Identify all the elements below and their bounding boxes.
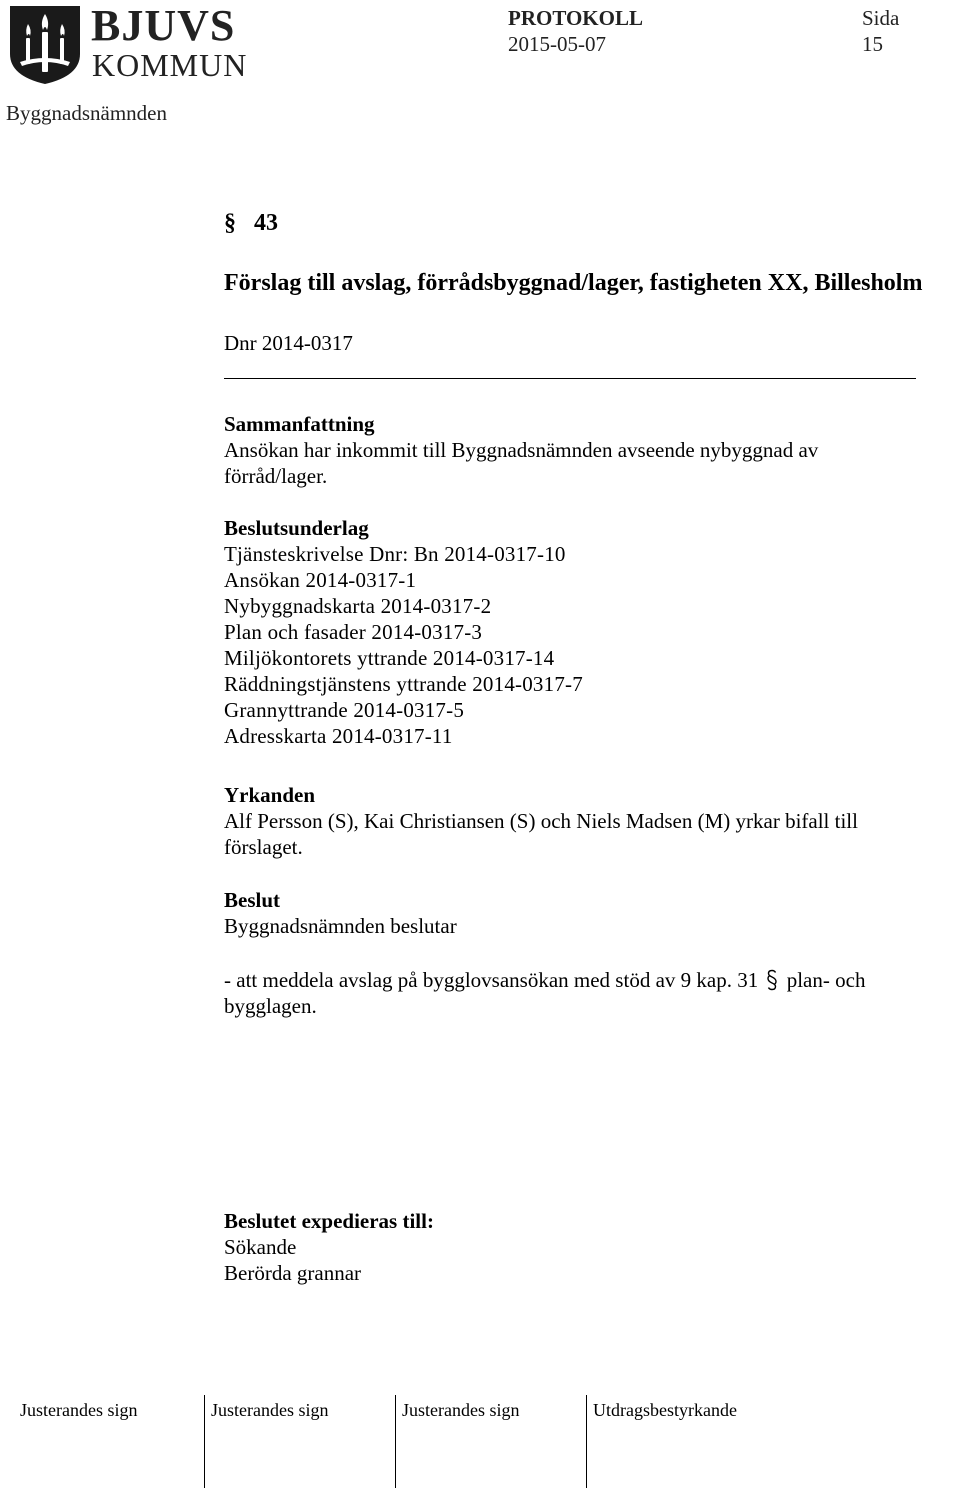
department-name: Byggnadsnämnden bbox=[6, 101, 167, 125]
section-symbol: § bbox=[224, 210, 236, 236]
decision-intro: Byggnadsnämnden beslutar bbox=[224, 914, 457, 938]
list-item: Räddningstjänstens yttrande 2014-0317-7 bbox=[224, 672, 583, 696]
footer-divider bbox=[204, 1395, 205, 1488]
distribution-section bbox=[224, 1208, 934, 1286]
distribution-recipient: Sökande bbox=[224, 1235, 297, 1259]
decision-heading: Beslut bbox=[224, 888, 281, 912]
footer-divider bbox=[586, 1395, 587, 1488]
signature-cell: Justerandes sign bbox=[20, 1400, 138, 1420]
list-item: Plan och fasader 2014-0317-3 bbox=[224, 620, 483, 644]
summary-text: Ansökan har inkommit till Byggnadsnämnden avseende nybyggnad av förråd/lager. bbox=[224, 438, 819, 488]
title-divider bbox=[224, 378, 916, 379]
paragraph-number-value: 43 bbox=[254, 210, 278, 236]
page-label: Sida bbox=[862, 6, 900, 30]
decision-text bbox=[224, 967, 929, 1019]
section-sign-icon bbox=[765, 969, 779, 991]
motions-text: Alf Persson (S), Kai Christiansen (S) och Niels Madsen (M) yrkar bifall till förslaget. bbox=[224, 809, 858, 859]
list-item: Miljökontorets yttrande 2014-0317-14 bbox=[224, 646, 555, 670]
motions-heading: Yrkanden bbox=[224, 783, 316, 807]
torch-emblem-icon bbox=[6, 2, 84, 86]
summary-section bbox=[224, 411, 934, 489]
footer-divider bbox=[395, 1395, 396, 1488]
signature-cell: Justerandes sign bbox=[211, 1400, 329, 1420]
decision-text-part2: plan- och bygglagen. bbox=[224, 968, 866, 1018]
page-number: 15 bbox=[862, 32, 883, 56]
distribution-heading: Beslutet expedieras till: bbox=[224, 1209, 434, 1233]
decision-section bbox=[224, 887, 934, 1019]
list-item: Ansökan 2014-0317-1 bbox=[224, 568, 417, 592]
summary-heading: Sammanfattning bbox=[224, 412, 375, 436]
decision-basis-section bbox=[224, 515, 934, 749]
distribution-recipient: Berörda grannar bbox=[224, 1261, 362, 1285]
list-item: Tjänsteskrivelse Dnr: Bn 2014-0317-10 bbox=[224, 542, 566, 566]
municipality-logo bbox=[6, 2, 250, 86]
list-item: Grannyttrande 2014-0317-5 bbox=[224, 698, 465, 722]
decision-basis-list bbox=[224, 541, 934, 749]
meeting-date: 2015-05-07 bbox=[508, 32, 606, 56]
paragraph-number bbox=[224, 210, 278, 237]
list-item: Adresskarta 2014-0317-11 bbox=[224, 724, 453, 748]
logo-line2: KOMMUN bbox=[92, 47, 248, 83]
item-title: Förslag till avslag, förrådsbyggnad/lager, fastigheten XX, Billesholm bbox=[224, 270, 923, 296]
logo-line1: BJUVS bbox=[91, 1, 236, 50]
list-item: Nybyggnadskarta 2014-0317-2 bbox=[224, 594, 492, 618]
decision-text-part1: - att meddela avslag på bygglovsansökan med stöd av 9 kap. 31 bbox=[224, 968, 759, 992]
signature-cell: Utdragsbestyrkande bbox=[593, 1400, 737, 1420]
signature-footer bbox=[0, 1395, 960, 1488]
signature-cell: Justerandes sign bbox=[402, 1400, 520, 1420]
motions-section bbox=[224, 782, 934, 860]
doc-type-label: PROTOKOLL bbox=[508, 6, 643, 30]
case-number: Dnr 2014-0317 bbox=[224, 331, 353, 355]
decision-basis-heading: Beslutsunderlag bbox=[224, 516, 369, 540]
